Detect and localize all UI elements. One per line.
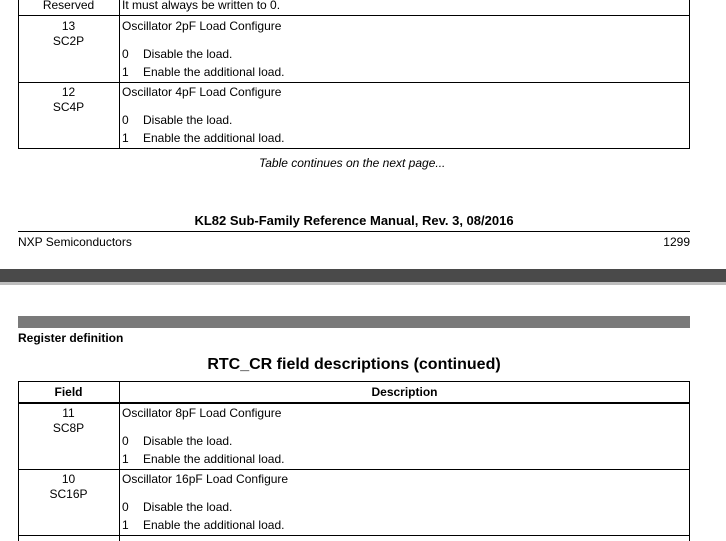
- field-name: SC16P: [49, 487, 88, 501]
- field-name: SC4P: [52, 100, 85, 114]
- field-bit: 13: [61, 19, 76, 33]
- table-right-border: [689, 0, 690, 149]
- page-number: 1299: [663, 235, 690, 249]
- option-value: 0: [122, 47, 129, 61]
- header-field: Field: [54, 385, 83, 399]
- company-name: NXP Semiconductors: [18, 235, 132, 249]
- option-value: 1: [122, 131, 129, 145]
- manual-title: KL82 Sub-Family Reference Manual, Rev. 3, 08/2016: [194, 213, 514, 228]
- field-description-title: Oscillator 4pF Load Configure: [122, 85, 282, 99]
- field-description-title: Oscillator 8pF Load Configure: [122, 406, 282, 420]
- field-bit: 11: [62, 406, 75, 420]
- option-value: 1: [122, 65, 129, 79]
- option-value: 1: [122, 518, 129, 532]
- option-text: Enable the additional load.: [143, 452, 285, 466]
- field-description-title: Oscillator 2pF Load Configure: [122, 19, 282, 33]
- header-bar: [18, 316, 690, 328]
- option-text: Enable the additional load.: [143, 131, 285, 145]
- field-bit: 12: [61, 85, 76, 99]
- table-continues-note: Table continues on the next page...: [259, 156, 446, 170]
- page-separator: [0, 269, 726, 282]
- option-value: 0: [122, 500, 129, 514]
- field-description-title: Oscillator 16pF Load Configure: [122, 472, 289, 486]
- option-text: Disable the load.: [143, 500, 233, 514]
- option-text: Disable the load.: [143, 47, 233, 61]
- option-text: Disable the load.: [143, 434, 233, 448]
- option-text: Disable the load.: [143, 113, 233, 127]
- field-reserved: Reserved: [42, 0, 95, 12]
- header-description: Description: [371, 385, 438, 399]
- column-divider: [119, 0, 120, 149]
- section-label: Register definition: [18, 331, 124, 345]
- option-value: 1: [122, 452, 129, 466]
- option-value: 0: [122, 113, 129, 127]
- option-text: Enable the additional load.: [143, 518, 285, 532]
- page-separator-shadow: [0, 282, 726, 285]
- option-value: 0: [122, 434, 129, 448]
- table-left-border: [18, 381, 19, 541]
- field-name: SC8P: [52, 421, 85, 435]
- footer-rule: [18, 231, 690, 232]
- column-divider: [119, 381, 120, 541]
- field-bit: 10: [61, 472, 76, 486]
- option-text: Enable the additional load.: [143, 65, 285, 79]
- reserved-description: It must always be written to 0.: [122, 0, 281, 12]
- table-right-border: [689, 381, 690, 541]
- table-title: RTC_CR field descriptions (continued): [207, 356, 501, 373]
- field-name: SC2P: [52, 34, 85, 48]
